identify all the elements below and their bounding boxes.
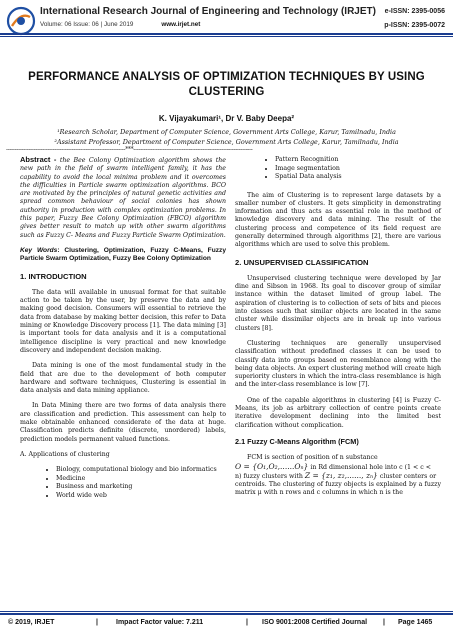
applications-list xyxy=(20,466,226,500)
footer-copyright: © 2019, IRJET xyxy=(8,619,55,626)
paper-authors: K. Vijayakumari¹, Dr V. Baby Deepa² xyxy=(158,114,295,123)
affiliation-1: ¹Research Scholar, Department of Computer Science, Government Arts College, Karur, Tamilnadu, India xyxy=(57,128,396,136)
abstract xyxy=(20,156,226,240)
keywords-body: : Clustering, Optimization, Fuzzy C-Means, Fuzzy Particle Swarm Optimization, Fuzzy Bee Colony Optimization xyxy=(20,246,226,263)
list-heading: A. Applications of clustering xyxy=(20,450,110,458)
footer-rule-thick xyxy=(0,613,453,615)
header-rule xyxy=(0,33,453,35)
paragraph: The data will available in unusual format for that suitable action to be taken by the user, by preserve the data and by making good decision. Consumers will essential to retrieve the data from database by making better decision, this refer to Data mining or Knowledge Discovery process [1]. The data mining [3] is important tools for data analysis and it is a computational intelligence discipline is very practical and new knowledge discovery and independent decision making. xyxy=(20,288,226,354)
paragraph-fcm-cont: centroids. The clustering of fuzzy objects is explained by a fuzzy matrix μ with n rows and c columns in which n is the xyxy=(235,481,441,497)
list-item: • Business and marketing xyxy=(56,483,226,492)
section-separator: ---------------------------------------------------------------------***--------------------------------------------------------------------- xyxy=(6,146,253,153)
journal-website[interactable]: www.irjet.net xyxy=(161,21,201,28)
keywords xyxy=(20,247,226,264)
list-item: • Pattern Recognition xyxy=(275,156,441,165)
section-heading-unsupervised: 2. UNSUPERVISED CLASSIFICATION xyxy=(235,257,369,267)
list-item: • World wide web xyxy=(56,492,226,501)
paper-title: PERFORMANCE ANALYSIS OF OPTIMIZATION TECHNIQUES BY USING CLUSTERING xyxy=(28,71,425,98)
paragraph-fcm-math: n) fuzzy clusters with Z = {z₁, z₂,......, zₙ} cluster centers or xyxy=(235,470,437,480)
affiliation-2: ²Assistant Professor, Department of Computer Science, Government Arts College, Karur, Tamilnadu, India xyxy=(54,138,399,146)
footer-sep: | xyxy=(246,619,248,626)
footer-sep: | xyxy=(383,619,385,626)
list-item: • Medicine xyxy=(56,475,226,484)
irjet-logo-icon xyxy=(6,6,36,36)
abstract-heading: Abstract - xyxy=(20,155,57,164)
footer-rule xyxy=(0,611,453,612)
list-item: • Biology, computational biology and bio informatics xyxy=(56,466,226,475)
paragraph: Unsupervised clustering technique were developed by Jar dine and Sibson in 1968. Its goal to discover group of similar instance within the dataset limited of group label. The aspiration of clustering is to collection of sets of bits and pieces into classes such that similar objects are located in the same cluster while dissimilar objects are in break up into various clusters [8]. xyxy=(235,274,441,332)
footer-iso: ISO 9001:2008 Certified Journal xyxy=(262,619,368,626)
paragraph-fcm: FCM is section of position of n substance xyxy=(247,454,378,462)
applications-list-continued xyxy=(235,156,441,182)
left-column xyxy=(20,156,226,506)
list-item: • Spatial Data analysis xyxy=(275,173,441,182)
math-expression: O = {O₁,O₂,......Oₙ} xyxy=(235,461,309,471)
header-rule-thin xyxy=(0,36,453,37)
paragraph-fcm-math: O = {O₁,O₂,......Oₙ} in Rd dimensional hole into c (1 < c < xyxy=(235,461,431,471)
subsection-heading-fcm: 2.1 Fuzzy C-Means Algorithm (FCM) xyxy=(235,436,359,446)
footer-page: Page 1465 xyxy=(398,619,433,626)
journal-title: International Research Journal of Engineering and Technology (IRJET) xyxy=(40,6,376,17)
footer-sep: | xyxy=(96,619,98,626)
footer-impact: Impact Factor value: 7.211 xyxy=(116,619,204,626)
section-heading-introduction: 1. INTRODUCTION xyxy=(20,271,87,281)
pissn: p-ISSN: 2395-0072 xyxy=(384,22,445,29)
right-column xyxy=(235,156,441,498)
paragraph: The aim of Clustering is to represent large datasets by a smaller number of clusters. It gets simplicity in demonstrating information and thus acts as essential role in the method of knowledge discovery and data mining. The result of the clustering process and competence of its field request are generally determined through algorithms [2], there are various algorithms which are used to solve this problem. xyxy=(235,191,441,249)
paragraph: Data mining is one of the most fundamental study in the field that are due to the development of both computer hardware and software techniques, Clustering is essential in data analysis and data mining appliance. xyxy=(20,362,226,395)
paragraph: One of the capable algorithms in clustering [4] is Fuzzy C-Means, its job as arbitrary collection of centre points create iterative development declining into the limited best clarification without complication. xyxy=(235,396,441,429)
keywords-heading: Key Words xyxy=(20,246,58,254)
paragraph: Clustering techniques are generally unsupervised classification without predefined classes it can be used to classify data into groups based on resemblance along with the being data objects. An expert clustering method will create high superiority clusters in which the intra-class resemblance is high and the inter-class resemblance is low [7]. xyxy=(235,339,441,389)
paragraph: In Data Mining there are two forms of data analysis there are classification and prediction. This assessment can help to make obtainable enhanced considerate of the data at huge. Classification predicts definite (discrete, unordered) labels, prediction models permanent valued functions. xyxy=(20,402,226,443)
eissn: e-ISSN: 2395-0056 xyxy=(384,8,445,15)
abstract-body: the Bee Colony Optimization algorithm shows the new path in the field of swarm intelligent family, it has the capability to avoid the local minima problem and it overcomes the difficulties in Particle swarm optimization algorithms. BCO are motivated by the principles of natural genetic activities and spread common behaviour of social colonies has shown authority in production with complex optimization problems. In this paper, Fuzzy Bee Colony Optimization (FBCO) algorithm gives better result to match up with other swarm algorithms such as Fuzzy C- Means and Fuzzy Particle Swarm Optimization. xyxy=(20,157,226,239)
math-expression: Z = {z₁, z₂,......, zₙ} xyxy=(304,470,378,480)
list-item: • Image segmentation xyxy=(275,165,441,174)
journal-volume: Volume: 06 Issue: 06 | June 2019 www.irjet.net xyxy=(40,21,201,28)
